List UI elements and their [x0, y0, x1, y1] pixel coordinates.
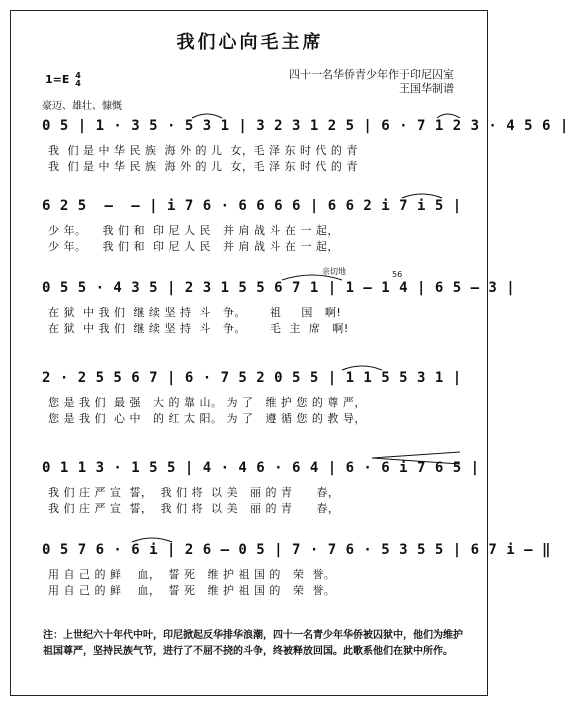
music-system-4	[42, 370, 460, 430]
expression-marking: 亲切地	[322, 267, 346, 276]
tempo-marking: 豪迈、雄壮、慷慨	[42, 101, 122, 112]
lyric-verse-1: 在 狱 中 我 们 继 续 坚 持 斗 争。 祖 国 啊!	[48, 306, 342, 319]
lyric-verse-1: 我 们 庄 严 宣 誓， 我 们 将 以 美 丽 的 青 春，	[48, 486, 340, 499]
music-system-5	[42, 460, 480, 520]
time-signature	[75, 72, 81, 88]
music-system-2	[42, 198, 460, 258]
footnote: 注：上世纪六十年代中叶，印尼掀起反华排华浪潮，四十一名青少年华侨被囚狱中，他们为维护祖国尊严，坚持民族气节，进行了不屈不挠的斗争，终被释放回国。此歌系他们在狱中所作。	[43, 630, 463, 657]
lyric-verse-2: 用 自 己 的 鲜 血， 誓 死 维 护 祖 国 的 荣 誉。	[48, 584, 336, 597]
grace-notes: 56	[392, 270, 403, 279]
key-label: 1=E	[45, 73, 70, 86]
notation-line: 0 5 5 · 4 3 5 | 2 3 1 5 5 6 7 1 | 1 – 1 4 | 6 5 – 3 |	[42, 280, 516, 296]
lyric-verse-2: 您 是 我 们 心 中 的 红 太 阳。 为 了 遵 循 您 的 教 导，	[48, 412, 366, 425]
notation-line: 2 · 2 5 5 6 7 | 6 · 7 5 2 0 5 5 | 1 1 5 5 3 1 |	[42, 370, 462, 386]
lyric-verse-1: 您 是 我 们 最 强 大 的 靠 山。 为 了 维 护 您 的 尊 严，	[48, 396, 366, 409]
lyric-verse-2: 在 狱 中 我 们 继 续 坚 持 斗 争。 毛 主 席 啊!	[48, 322, 349, 335]
lyric-verse-1: 用 自 己 的 鲜 血， 誓 死 维 护 祖 国 的 荣 誉。	[48, 568, 336, 581]
notation-line: 0 5 | 1 · 3 5 · 5 3 1 | 3 2 3 1 2 5 | 6 · 7 1 2 3 · 4 5 6 |	[42, 118, 569, 134]
credits-authors: 四十一名华侨青少年作于印尼囚室	[289, 68, 454, 81]
credits	[289, 68, 454, 96]
lyric-verse-2: 少 年。 我 们 和 印 尼 人 民 并 肩 战 斗 在 一 起，	[48, 240, 339, 253]
song-title: 我们心向毛主席	[176, 32, 324, 53]
lyric-verse-1: 我 们 是 中 华 民 族 海 外 的 儿 女，毛 泽 东 时 代 的 青	[48, 144, 358, 157]
music-system-6	[42, 542, 551, 602]
lyric-verse-2: 我 们 是 中 华 民 族 海 外 的 儿 女，毛 泽 东 时 代 的 青	[48, 160, 358, 173]
notation-line: 6 2 5 – – | i 7 6 · 6 6 6 6 | 6 6 2 i 7 i 5 |	[42, 198, 462, 214]
music-system-1	[42, 118, 569, 178]
meter-bottom: 4	[75, 79, 81, 88]
music-system-3	[42, 267, 516, 340]
notation-line: 0 5 7 6 · 6 i | 2 6 – 0 5 | 7 · 7 6 · 5 3 5 5 | 6 7 i – ‖	[42, 542, 551, 558]
key-signature	[45, 72, 81, 88]
credits-arranger: 王国华制谱	[399, 82, 454, 95]
meter-top: 4	[75, 71, 81, 80]
lyric-verse-2: 我 们 庄 严 宣 誓， 我 们 将 以 美 丽 的 青 春，	[48, 502, 340, 515]
notation-line: 0 1 1 3 · 1 5 5 | 4 · 4 6 · 6 4 | 6 · 6 i 7 6 5 |	[42, 460, 480, 476]
lyric-verse-1: 少 年。 我 们 和 印 尼 人 民 并 肩 战 斗 在 一 起，	[48, 224, 339, 237]
